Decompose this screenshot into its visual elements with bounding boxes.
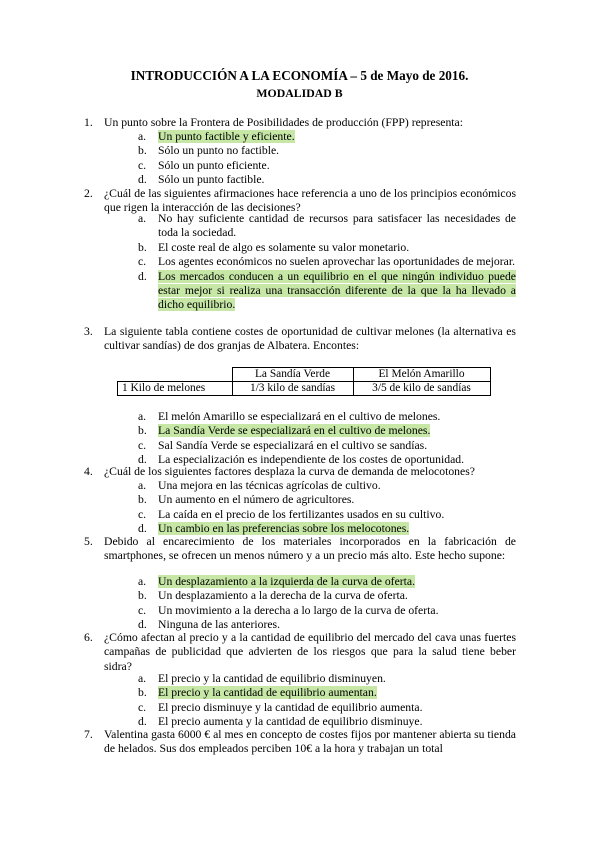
option-5b (138, 589, 516, 603)
option-letter: c. (138, 438, 147, 452)
option-letter: c. (138, 700, 147, 714)
option-letter: b. (138, 240, 147, 254)
option-6b (138, 686, 516, 700)
option-text: Un movimiento a la derecha a lo largo de la curva de oferta. (158, 603, 439, 617)
option-letter: c. (138, 507, 147, 521)
table-cell: 1 Kilo de melones (118, 382, 233, 396)
option-letter: c. (138, 158, 147, 172)
question-1-options (138, 130, 516, 188)
question-text: Un punto sobre la Frontera de Posibilidades de producción (FPP) representa: (104, 116, 463, 129)
question-number: 6. (84, 631, 93, 644)
option-letter: d. (138, 173, 147, 187)
option-text: La caída en el precio de los fertilizantes usados en su cultivo. (158, 507, 445, 521)
question-5-options (138, 575, 516, 633)
question-text: Debido al encarecimiento de los materiales incorporados en la fabricación de smartphones, se ofrecen un menos número y a un precio más alto. Este hecho supone: (104, 535, 516, 563)
option-text: Sólo un punto eficiente. (158, 158, 270, 172)
option-text: Los mercados conducen a un equilibrio en el que ningún individuo puede estar mejor si realiza una transacción diferente de la que la ha llevado a dicho equilibrio. (158, 269, 516, 312)
option-text: Sal Sandía Verde se especializará en el cultivo se sandías. (158, 438, 428, 452)
option-letter: d. (138, 522, 147, 536)
option-5a (138, 575, 516, 589)
question-6-options (138, 672, 516, 730)
option-3a (138, 410, 516, 424)
option-letter: c. (138, 603, 147, 617)
option-letter: a. (138, 130, 147, 143)
option-text: Un aumento en el número de agricultores. (158, 493, 355, 507)
option-6c (138, 701, 516, 715)
option-text: El precio y la cantidad de equilibrio aumentan. (158, 686, 377, 700)
option-4c (138, 508, 516, 522)
question-text: Valentina gasta 6000 € al mes en concepto de costes fijos por mantener abierta su tienda de helados. Sus dos empleados perciben 10€ a la hora y trabajan un total (104, 728, 516, 756)
table-cell: 1/3 kilo de sandías (232, 382, 353, 396)
option-2d (138, 270, 516, 313)
option-letter: a. (138, 212, 147, 225)
option-text: Un desplazamiento a la izquierda de la curva de oferta. (158, 575, 415, 588)
question-2-options (138, 212, 516, 313)
option-text: Una mejora en las técnicas agrícolas de cultivo. (158, 479, 381, 492)
option-text: Sólo un punto factible. (158, 173, 265, 187)
option-1c (138, 159, 516, 173)
question-text: ¿Cuál de las siguientes afirmaciones hace referencia a uno de los principios económicos que rigen la interacción de las decisiones? (104, 187, 516, 215)
question-1 (84, 116, 516, 130)
option-1b (138, 144, 516, 158)
option-text: El precio y la cantidad de equilibrio disminuyen. (158, 672, 386, 685)
option-letter: a. (138, 672, 147, 685)
question-number: 2. (84, 187, 93, 200)
document-subtitle: MODALIDAD B (256, 86, 343, 100)
question-3 (84, 325, 516, 354)
option-1a (138, 130, 516, 144)
table-row (118, 382, 491, 396)
table-cell: 3/5 de kilo de sandías (353, 382, 490, 396)
option-2c (138, 255, 516, 269)
question-number: 3. (84, 325, 93, 338)
option-letter: d. (138, 453, 147, 467)
option-letter: d. (138, 618, 147, 632)
option-letter: a. (138, 575, 147, 588)
question-6 (84, 631, 516, 674)
option-letter: d. (138, 715, 147, 729)
option-text: El precio disminuye y la cantidad de equilibrio aumenta. (158, 700, 423, 714)
table-header-cell: La Sandía Verde (232, 368, 353, 382)
question-number: 5. (84, 535, 93, 548)
option-letter: a. (138, 479, 147, 492)
option-text: El coste real de algo es solamente su valor monetario. (158, 240, 410, 254)
opportunity-cost-table (117, 367, 491, 396)
option-text: Ninguna de las anteriores. (158, 618, 281, 632)
option-text: Sólo un punto no factible. (158, 144, 280, 158)
table-header-row (118, 368, 491, 382)
table-header-cell: El Melón Amarillo (353, 368, 490, 382)
question-7 (84, 728, 516, 757)
question-number: 4. (84, 465, 93, 478)
option-text: Un punto factible y eficiente. (158, 130, 295, 143)
option-1d (138, 173, 516, 187)
option-letter: b. (138, 493, 147, 507)
option-6a (138, 672, 516, 686)
option-letter: c. (138, 255, 147, 269)
option-text: Los agentes económicos no suelen aprovechar las oportunidades de mejorar. (158, 255, 515, 269)
option-letter: b. (138, 424, 147, 438)
option-letter: b. (138, 686, 147, 700)
option-3b (138, 424, 516, 438)
option-4b (138, 493, 516, 507)
option-text: No hay suficiente cantidad de recursos para satisfacer las necesidades de toda la sociedad. (158, 212, 516, 240)
option-text: El precio aumenta y la cantidad de equilibrio disminuye. (158, 715, 423, 729)
option-5c (138, 604, 516, 618)
question-text: ¿Cuál de los siguientes factores desplaza la curva de demanda de melocotones? (104, 465, 475, 478)
option-text: Un cambio en las preferencias sobre los melocotones. (158, 522, 410, 536)
question-number: 1. (84, 116, 93, 129)
option-letter: b. (138, 589, 147, 603)
question-text: La siguiente tabla contiene costes de oportunidad de cultivar melones (la alternativa es cultivar sandías) de dos granjas de Albatera. Encontes: (104, 325, 516, 353)
option-letter: b. (138, 144, 147, 158)
option-2a (138, 212, 516, 241)
option-4a (138, 479, 516, 493)
option-letter: d. (138, 269, 147, 283)
option-2b (138, 241, 516, 255)
question-text: ¿Cómo afectan al precio y a la cantidad de equilibrio del mercado del cava unas fuertes campañas de publicidad que advierten de los riesgos que para la salud tiene beber sidra? (104, 631, 516, 673)
option-text: El melón Amarillo se especializará en el cultivo de melones. (158, 410, 441, 423)
document-title: INTRODUCCIÓN A LA ECONOMÍA – 5 de Mayo de 2016. (130, 68, 469, 83)
question-4 (84, 465, 516, 479)
question-number: 7. (84, 728, 93, 741)
option-text: Un desplazamiento a la derecha de la curva de oferta. (158, 589, 408, 603)
option-text: La especialización es independiente de los costes de oportunidad. (158, 453, 465, 467)
question-5 (84, 535, 516, 564)
option-3c (138, 439, 516, 453)
question-3-options (138, 410, 516, 468)
option-text: La Sandía Verde se especializará en el cultivo de melones. (158, 424, 431, 438)
option-letter: a. (138, 410, 147, 423)
table-header-cell (118, 368, 233, 382)
question-4-options (138, 479, 516, 537)
